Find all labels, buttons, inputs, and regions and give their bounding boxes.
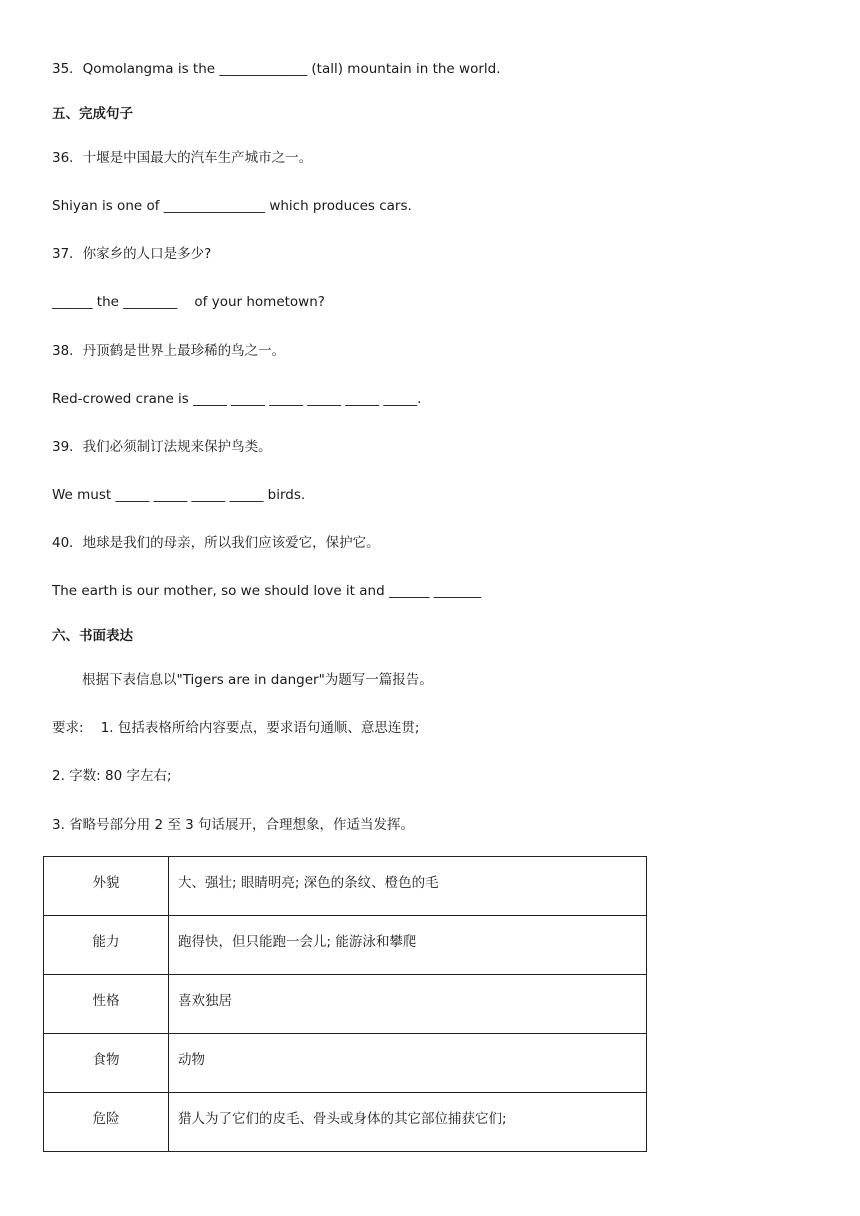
table-row (44, 916, 647, 975)
table-value-cell: 猎人为了它们的皮毛、骨头或身体的其它部位捕获它们; (169, 1093, 647, 1152)
table-key-cell: 外貌 (44, 857, 169, 916)
table-value-cell: 跑得快，但只能跑一会儿; 能游泳和攀爬 (169, 916, 647, 975)
question-36-english: Shiyan is one of _______________ which produces cars. (52, 198, 412, 214)
table-key-cell: 危险 (44, 1093, 169, 1152)
table-value-cell: 大、强壮; 眼睛明亮; 深色的条纹、橙色的毛 (169, 857, 647, 916)
table-row (44, 975, 647, 1034)
question-39-english: We must _____ _____ _____ _____ birds. (52, 487, 306, 503)
question-37-english: ______ the ________ of your hometown? (52, 294, 325, 310)
section-6-title: 六、书面表达 (52, 628, 133, 644)
question-35: 35．Qomolangma is the _____________ (tall) mountain in the world. (52, 61, 501, 77)
table-key-cell: 能力 (44, 916, 169, 975)
table-value-cell: 喜欢独居 (169, 975, 647, 1034)
question-38-chinese: 38．丹顶鹤是世界上最珍稀的鸟之一。 (52, 343, 286, 359)
question-40-english: The earth is our mother, so we should love it and ______ _______ (52, 583, 482, 599)
writing-prompt: 根据下表信息以"Tigers are in danger"为题写一篇报告。 (82, 672, 433, 688)
table-row (44, 1093, 647, 1152)
requirement-2: 2. 字数: 80 字左右; (52, 768, 172, 784)
section-5-title: 五、完成句子 (52, 106, 133, 122)
requirement-3: 3. 省略号部分用 2 至 3 句话展开，合理想象，作适当发挥。 (52, 817, 415, 833)
requirement-1: 要求: 1. 包括表格所给内容要点，要求语句通顺、意思连贯; (52, 720, 420, 736)
question-38-english: Red-crowed crane is _____ _____ _____ _____ _____ _____. (52, 391, 422, 407)
table-row (44, 1034, 647, 1093)
tiger-info-table (43, 856, 647, 1152)
table-value-cell: 动物 (169, 1034, 647, 1093)
question-36-chinese: 36．十堰是中国最大的汽车生产城市之一。 (52, 150, 313, 166)
question-39-chinese: 39．我们必须制订法规来保护鸟类。 (52, 439, 272, 455)
question-37-chinese: 37．你家乡的人口是多少? (52, 246, 212, 262)
question-40-chinese: 40．地球是我们的母亲，所以我们应该爱它，保护它。 (52, 535, 380, 551)
table-key-cell: 食物 (44, 1034, 169, 1093)
table-key-cell: 性格 (44, 975, 169, 1034)
table-row (44, 857, 647, 916)
